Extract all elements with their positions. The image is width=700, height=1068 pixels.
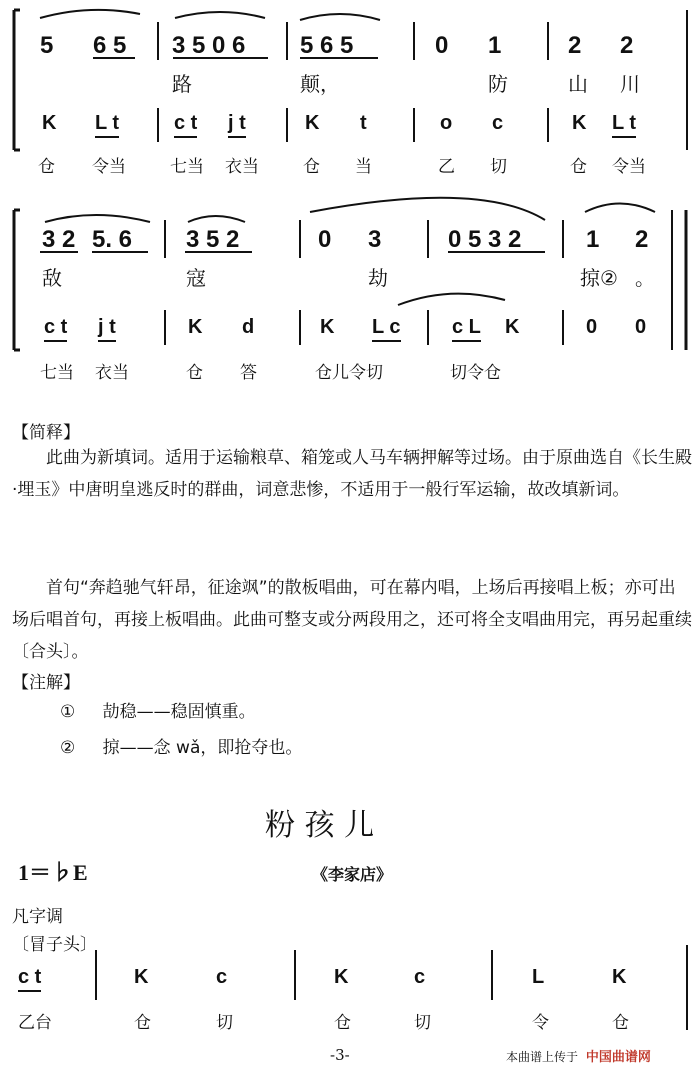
note: 1	[488, 32, 502, 59]
note: 3 2	[42, 226, 76, 253]
upload-credit	[506, 1046, 651, 1065]
slur	[300, 14, 380, 20]
key-signature: 1＝♭E	[18, 860, 88, 885]
note: 5. 6	[92, 226, 133, 253]
annotations-heading: 【注解】	[12, 673, 80, 693]
percussion: o	[440, 112, 453, 134]
credit-text: 本曲谱上传于	[506, 1050, 579, 1064]
slur	[585, 204, 655, 213]
lyric: 颠，	[300, 72, 340, 96]
percussion: c t	[174, 112, 197, 138]
percussion: L t	[95, 112, 119, 138]
percussion: 0	[635, 316, 647, 338]
syllable: 仓	[570, 157, 587, 177]
percussion: L	[532, 966, 545, 988]
syllable: 答	[240, 363, 257, 383]
percussion: K	[42, 112, 57, 134]
percussion: K	[334, 966, 349, 988]
syllable: 乙	[438, 157, 455, 177]
syllable: 仓	[612, 1013, 629, 1033]
syllable: 切	[414, 1013, 431, 1033]
slur	[188, 216, 245, 222]
percussion: L t	[612, 112, 636, 138]
system2-bracket	[14, 210, 20, 350]
percussion: 0	[586, 316, 598, 338]
annotation-mark: ②	[60, 738, 76, 758]
annotation-text: 劼稳——稳固慎重。	[102, 702, 256, 722]
slur	[310, 198, 545, 220]
system1-bracket	[14, 10, 20, 150]
percussion: L c	[372, 316, 401, 342]
percussion: K	[572, 112, 587, 134]
syllable: 衣当	[225, 157, 259, 177]
syllable: 令	[532, 1013, 549, 1033]
note: 0	[318, 226, 332, 253]
intro-label: 〔冒子头〕	[12, 935, 97, 955]
note: 5 6 5	[300, 32, 354, 59]
annotation-mark: ①	[60, 702, 76, 722]
site-name: 中国曲谱网	[585, 1050, 651, 1065]
note: 5	[40, 32, 54, 59]
annotation-item	[60, 696, 256, 728]
note: 3	[368, 226, 382, 253]
syllable: 仓	[38, 157, 55, 177]
percussion: c	[216, 966, 228, 988]
annotation-text: 掠——念 wǎ，即抢夺也。	[102, 738, 303, 758]
syllable: 七当	[40, 363, 74, 383]
percussion: K	[320, 316, 335, 338]
lyric: 。	[635, 266, 655, 290]
syllable: 七当	[170, 157, 204, 177]
piece-title: 粉 孩 儿	[265, 808, 375, 843]
syllable: 仓	[134, 1013, 151, 1033]
lyric: 路	[172, 72, 192, 96]
syllable: 乙台	[18, 1013, 52, 1033]
slur	[40, 10, 140, 18]
percussion: c	[414, 966, 426, 988]
percussion: j t	[228, 112, 246, 138]
lyric: 寇	[186, 266, 206, 290]
syllable: 仓儿令切	[315, 363, 383, 383]
notes-paragraph: 此曲为新填词。适用于运输粮草、箱笼或人马车辆押解等过场。由于原曲选自《长生殿·埋玉》中唐明皇逃反时的群曲，词意悲惨，不适用于一般行军运输，故改填新词。	[12, 448, 692, 500]
syllable: 令当	[92, 157, 126, 177]
notes-paragraph: 首句“奔趋驰气轩昂，征途飒”的散板唱曲，可在幕内唱，上场后再接唱上板；亦可出场后唱首句，再接上板唱曲。此曲可整支或分两段用之，还可将全支唱曲用完，再另起重续〔合头〕。	[12, 578, 692, 662]
lyric: 劫	[368, 266, 388, 290]
note: 2	[635, 226, 649, 253]
lyric: 掠②	[580, 266, 618, 290]
source-title: 《李家店》	[312, 865, 393, 884]
note: 1	[586, 226, 600, 253]
syllable: 衣当	[95, 363, 129, 383]
syllable: 当	[355, 157, 372, 177]
slur	[175, 12, 265, 18]
percussion: c t	[18, 966, 41, 992]
lyric: 防	[488, 72, 508, 96]
percussion: K	[505, 316, 520, 338]
percussion: c	[492, 112, 504, 134]
note: 0 5 3 2	[448, 226, 522, 253]
percussion: K	[134, 966, 149, 988]
page-number: -3-	[330, 1046, 350, 1064]
mode-label: 凡字调	[12, 907, 63, 927]
syllable: 切令仓	[450, 363, 501, 383]
syllable: 令当	[612, 157, 646, 177]
slur	[45, 215, 150, 222]
slur	[398, 294, 505, 305]
note: 2	[568, 32, 582, 59]
note: 3 5 2	[186, 226, 240, 253]
note: 2	[620, 32, 634, 59]
notes-heading: 【简释】	[12, 423, 80, 443]
percussion: K	[612, 966, 627, 988]
annotation-item	[60, 732, 302, 764]
lyric: 山	[568, 72, 588, 96]
note: 0	[435, 32, 449, 59]
percussion: j t	[98, 316, 116, 342]
percussion: K	[188, 316, 203, 338]
lyric: 川	[620, 72, 640, 96]
syllable: 切	[490, 157, 507, 177]
note: 3 5 0 6	[172, 32, 246, 59]
percussion: K	[305, 112, 320, 134]
syllable: 仓	[186, 363, 203, 383]
syllable: 仓	[303, 157, 320, 177]
note: 6 5	[93, 32, 127, 59]
syllable: 切	[216, 1013, 233, 1033]
syllable: 仓	[334, 1013, 351, 1033]
percussion: d	[242, 316, 255, 338]
lyric: 敌	[42, 266, 62, 290]
percussion: c t	[44, 316, 67, 342]
percussion: c L	[452, 316, 481, 342]
percussion: t	[360, 112, 367, 134]
